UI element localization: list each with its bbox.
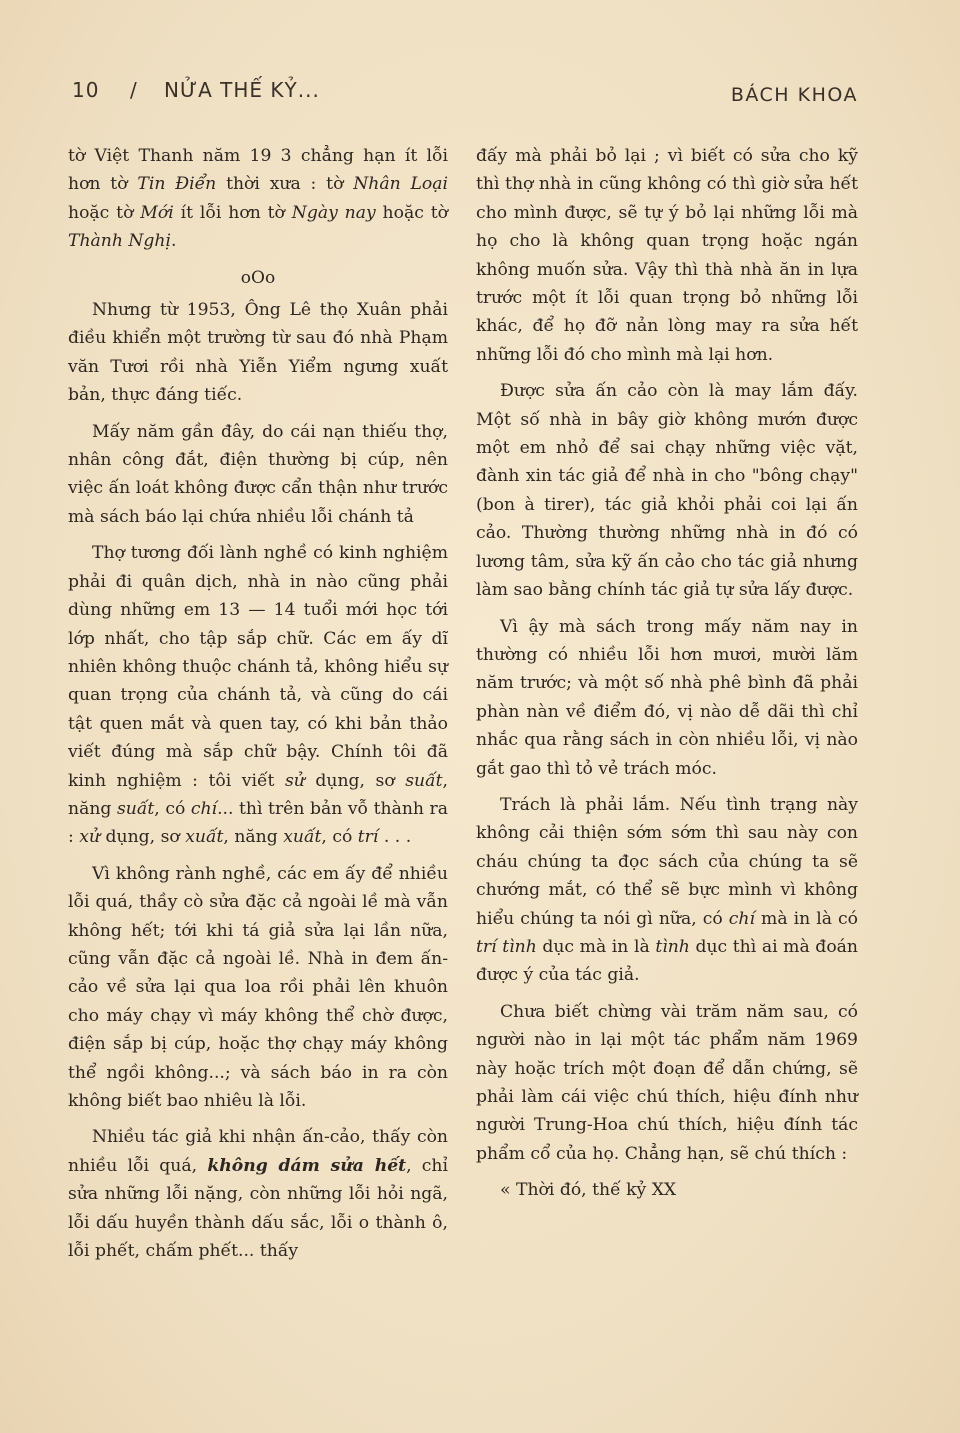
paragraph: Được sửa ấn cảo còn là may lắm đấy. Một số nhà in bây giờ không mướn được một em nhỏ để sai chạy những việc vặt, đành xin tác giả để nhà in cho "bông chạy" (bon à tirer), tác giả khỏi phải coi lại ấn cảo. Thường thường những nhà in đó có lương tâm, sửa kỹ ấn cảo cho tác giả nhưng làm sao bằng chính tác giả tự sửa lấy được. [476, 381, 858, 601]
paragraph: Vì ậy mà sách trong mấy năm nay in thường có nhiều lỗi hơn mươi, mười lăm năm trước; và một số nhà phê bình đã phải phàn nàn về điểm đó, vị nào dễ dãi thì chỉ nhắc qua rằng sách in còn nhiều lỗi, vị nào gắt gao thì tỏ vẻ trách móc. [476, 616, 858, 779]
page-header [72, 78, 862, 114]
paragraph: Chưa biết chừng vài trăm năm sau, có người nào in lại một tác phẩm năm 1969 này hoặc trích một đoạn để dẫn chứng, sẽ phải làm cái việc chú thích, hiệu đính như người Trung-Hoa chú thích, hiệu đính tác phẩm cổ của họ. Chẳng hạn, sẽ chú thích : [476, 1001, 858, 1164]
left-column [68, 142, 448, 1273]
header-slash: / [130, 78, 138, 102]
paragraph: Nhưng từ 1953, Ông Lê thọ Xuân phải điều khiển một trường từ sau đó nhà Phạm văn Tươi rồi nhà Yiễn Yiểm ngưng xuất bản, thực đáng tiếc. [68, 300, 448, 406]
paragraph: Vì không rành nghề, các em ấy để nhiều lỗi quá, thầy cò sửa đặc cả ngoài lề mà vẫn không hết; tới khi tá giả sửa lại lần nữa, cũng vẫn đặc cả ngoài lề. Nhà in đem ấn-cảo về sửa lại qua loa rồi phải lên khuôn cho máy chạy vì máy không thể chờ được, điện sắp bị cúp, hoặc thợ chạy máy không thể ngồi không...; và sách báo in ra còn không biết bao nhiêu là lỗi. [68, 863, 448, 1111]
right-column [476, 142, 858, 1213]
paragraph: tờ Việt Thanh năm 19 3 chẳng hạn ít lỗi hơn tờ Tin Điển thời xưa : tờ Nhân Loại hoặc tờ Mới ít lỗi hơn tờ Ngày nay hoặc tờ Thành Nghị. [68, 146, 448, 252]
page-number: 10 [72, 78, 100, 102]
paragraph: Thợ tương đối lành nghề có kinh nghiệm phải đi quân dịch, nhà in nào cũng phải dùng những em 13 — 14 tuổi mới học tới lớp nhất, cho tập sắp chữ. Các em ấy dĩ nhiên không thuộc chánh tả, không hiểu sự quan trọng của chánh tả, và cũng do cái tật quen mắt và quen tay, có khi bản thảo viết đúng mà sắp chữ bậy. Chính tôi đã kinh nghiệm : tôi viết sử dụng, sơ suất, năng suất, có chí... thì trên bản vỗ thành ra : xử dụng, sơ xuất, năng xuất, có trí . . . [68, 543, 448, 848]
paragraph: Mấy năm gần đây, do cái nạn thiếu thợ, nhân công đắt, điện thường bị cúp, nên việc ấn loát không được cẩn thận như trước mà sách báo lại chứa nhiều lỗi chánh tả [68, 421, 448, 527]
paragraph: Trách là phải lắm. Nếu tình trạng này không cải thiện sớm sớm thì sau này con cháu chúng ta đọc sách của chúng ta sẽ chướng mắt, có thể sẽ bực mình vì không hiểu chúng ta nói gì nữa, có chí mà in là có trí tình dục mà in là tình dục thì ai mà đoán được ý của tác giả. [476, 794, 859, 986]
running-title: NỬA THẾ KỶ... [164, 78, 320, 102]
section-separator: oOo [240, 267, 276, 288]
magazine-name: BÁCH KHOA [730, 84, 858, 106]
paragraph: đấy mà phải bỏ lại ; vì biết có sửa cho kỹ thì thợ nhà in cũng không có thì giờ sửa hết cho mình được, sẽ tự ý bỏ lại những lỗi mà họ cho là không quan trọng hoặc ngán không muốn sửa. Vậy thì thà nhà ăn in lựa trước một ít lỗi quan trọng bỏ những lỗi khác, để họ đỡ nản lòng may ra sửa hết những lỗi đó cho mình mà lại hơn. [476, 146, 858, 365]
paragraph: Nhiều tác giả khi nhận ấn-cảo, thấy còn nhiều lỗi quá, không dám sửa hết, chỉ sửa những lỗi nặng, còn những lỗi hỏi ngã, lỗi dấu huyền thành dấu sắc, lỗi o thành ô, lỗi phết, chấm phết... thấy [68, 1127, 448, 1262]
paragraph: « Thời đó, thế kỷ XX [500, 1180, 677, 1201]
